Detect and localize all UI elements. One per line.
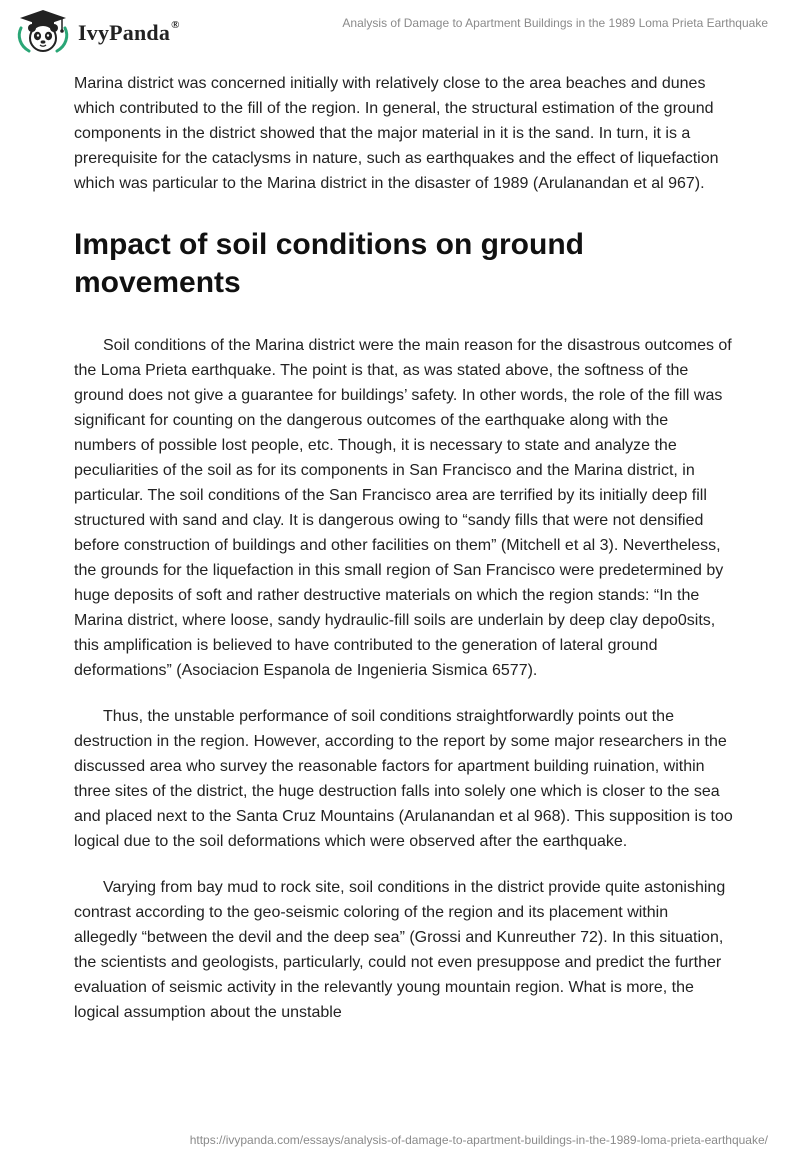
page-header	[0, 0, 800, 60]
section-heading: Impact of soil conditions on ground movements	[74, 228, 584, 299]
brand-name[interactable]	[78, 20, 180, 46]
registered-mark: ®	[171, 18, 180, 31]
panda-logo-icon[interactable]	[14, 8, 72, 54]
brand-text: IvyPanda	[78, 20, 171, 45]
body-paragraph-3: Varying from bay mud to rock site, soil conditions in the district provide quite astonishing contrast according to the geo-seismic coloring of the region and its placement within allegedly “between the devil and the deep sea” (Grossi and Kunreuther 72). In this situation, the scientists and geologists, particularly, could not even presuppose and predict the further evaluation of seismic activity in the relevantly young mountain region. What is more, the logical assumption about the unstable	[74, 879, 726, 1021]
source-url[interactable]: https://ivypanda.com/essays/analysis-of-damage-to-apartment-buildings-in-the-1989-loma-prieta-earthquake/	[189, 1133, 768, 1147]
document-title: Analysis of Damage to Apartment Buildings in the 1989 Loma Prieta Earthquake	[342, 16, 768, 30]
essay-content	[74, 71, 734, 1046]
intro-paragraph: Marina district was concerned initially with relatively close to the area beaches and dunes which contributed to the fill of the region. In general, the structural estimation of the ground components in the district showed that the major material in it is the sand. In turn, it is a prerequisite for the cataclysms in nature, such as earthquakes and the effect of liquefaction which was particular to the Marina district in the disaster of 1989 (Arulanandan et al 967).	[74, 75, 719, 192]
body-paragraph-2: Thus, the unstable performance of soil conditions straightforwardly points out the destruction in the region. However, according to the report by some major researchers in the discussed area who survey the reasonable factors for apartment building ruination, within three sites of the district, the huge destruction falls into solely one which is closer to the sea and placed next to the Santa Cruz Mountains (Arulanandan et al 968). This supposition is too logical due to the soil deformations which were observed after the earthquake.	[74, 708, 733, 850]
body-paragraph-1: Soil conditions of the Marina district were the main reason for the disastrous outcomes of the Loma Prieta earthquake. The point is that, as was stated above, the softness of the ground does not give a guarantee for buildings’ safety. In other words, the role of the fill was significant for counting on the dangerous outcomes of the earthquake along with the numbers of possible lost people, etc. Though, it is necessary to state and analyze the peculiarities of the soil as for its components in San Francisco and the Marina district, in particular. The soil conditions of the San Francisco area are terrified by its initially deep fill structured with sand and clay. It is dangerous owing to “sandy fills that were not densified before construction of buildings and other facilities on them” (Mitchell et al 3). Nevertheless, the grounds for the liquefaction in this small region of San Francisco were predetermined by huge deposits of soft and rather destructive materials on which the region stands: “In the Marina district, where loose, sandy hydraulic-fill soils are underlain by deep clay depo0sits, this amplification is believed to have contributed to the generation of lateral ground deformations” (Asociacion Espanola de Ingenieria Sismica 6577).	[74, 337, 732, 679]
